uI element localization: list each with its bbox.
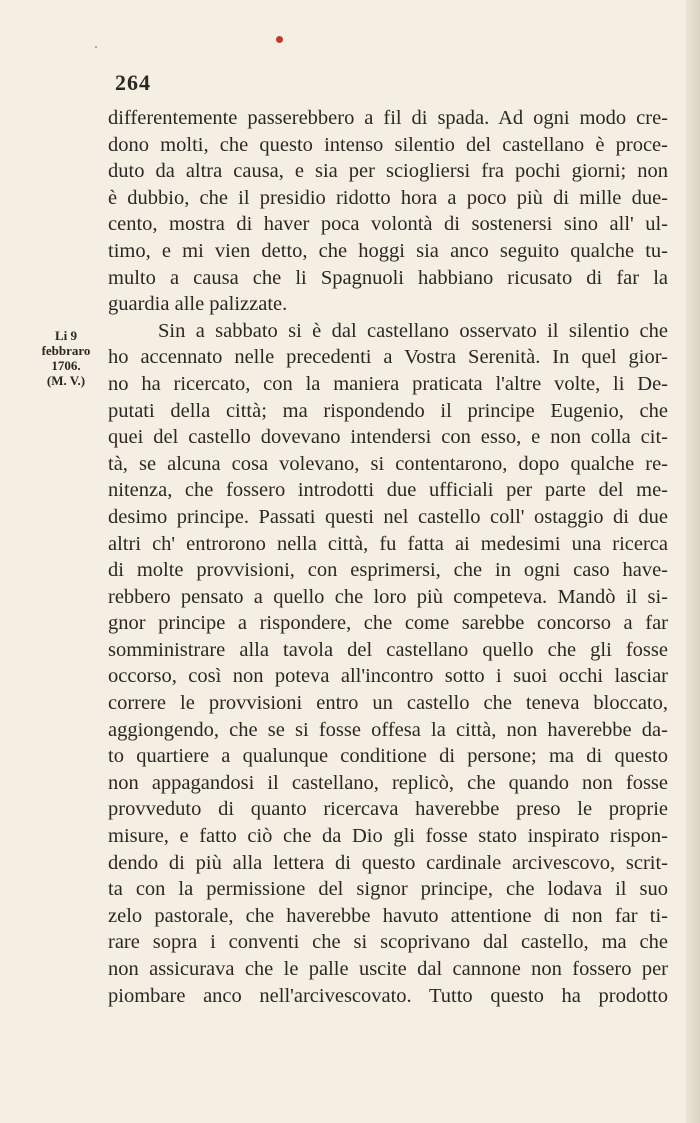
text-line: ta con la permissione del signor principe, che lodava il suo <box>108 878 668 901</box>
text-line: correre le provvisioni entro un castello che teneva bloccato, <box>108 692 668 715</box>
text-line: zelo pastorale, che haverebbe havuto attentione di non far ti- <box>108 904 668 927</box>
text-line: quei del castello dovevano intendersi con esso, e non colla cit- <box>108 426 668 449</box>
text-line: no ha ricercato, con la maniera praticata l'altre volte, li De- <box>108 372 668 395</box>
margin-note-line: Li 9 <box>54 328 78 343</box>
text-line: occorso, così non poteva all'incontro sotto i suoi occhi lasciar <box>108 665 668 688</box>
text-line: gnor principe a rispondere, che come sarebbe concorso a far <box>108 612 668 635</box>
text-line: rebbero pensato a quello che loro più competeva. Mandò il si- <box>108 585 668 608</box>
text-line: duto da altra causa, e sia per sciogliersi fra pochi giorni; non <box>108 160 668 183</box>
text-line: differentemente passerebbero a fil di spada. Ad ogni modo cre- <box>108 107 668 129</box>
text-line: provveduto di quanto ricercava haverebbe preso le proprie <box>108 798 668 821</box>
text-line: somministrare alla tavola del castellano quello che gli fosse <box>108 638 668 661</box>
ink-spot <box>276 36 283 43</box>
page-number: 264 <box>115 70 151 95</box>
text-line: multo a causa che li Spagnuoli habbiano ricusato di far la <box>108 266 668 289</box>
page-edge <box>686 0 700 1123</box>
text-line: di molte provvisioni, con esprimersi, che in ogni caso have- <box>108 559 668 582</box>
text-line: non assicurava che le palle uscite dal cannone non fossero per <box>108 958 668 980</box>
paragraph-start-line: Sin a sabbato si è dal castellano osservato il silentio che <box>158 319 668 342</box>
text-line: to quartiere a qualunque conditione di persone; ma di questo <box>108 745 668 768</box>
text-line: misure, e fatto ciò che da Dio gli fosse stato inspirato rispon- <box>108 825 668 848</box>
text-line: dendo di più alla lettera di questo cardinale arcivescovo, scrit- <box>108 851 668 874</box>
margin-date-note <box>30 328 102 388</box>
text-line: altri ch' entrorono nella città, fu fatta ai medesimi una ricerca <box>108 532 668 555</box>
text-line: non appagandosi il castellano, replicò, che quando non fosse <box>108 771 668 794</box>
margin-note-line: 1706. <box>51 358 81 373</box>
text-line: cento, mostra di haver poca volontà di sostenersi sino all' ul- <box>108 213 668 236</box>
margin-note-line: febbraro <box>41 343 91 358</box>
text-line: desimo principe. Passati questi nel castello coll' ostaggio di due <box>108 505 668 528</box>
text-line: dono molti, che questo intenso silentio del castellano è proce- <box>108 133 668 156</box>
text-line: timo, e mi vien detto, che hoggi sia anco seguito qualche tu- <box>108 239 668 262</box>
text-line: nitenza, che fossero introdotti due ufficiali per parte del me- <box>108 479 668 502</box>
paper-speck <box>95 46 97 48</box>
text-line: putati della città; ma rispondendo il principe Eugenio, che <box>108 399 668 422</box>
text-line: guardia alle palizzate. <box>108 293 288 316</box>
text-line: aggiongendo, che se si fosse offesa la città, non haverebbe da- <box>108 718 668 741</box>
text-line: rare sopra i conventi che si scoprivano dal castello, ma che <box>108 931 668 954</box>
body-text <box>108 105 668 1009</box>
text-line: ho accennato nelle precedenti a Vostra Serenità. In quel gior- <box>108 346 668 369</box>
text-line: tà, se alcuna cosa volevano, si contentarono, dopo qualche re- <box>108 452 668 475</box>
text-line: piombare anco nell'arcivescovato. Tutto questo ha prodotto <box>108 984 668 1007</box>
text-line: è dubbio, che il presidio ridotto hora a poco più di mille due- <box>108 186 668 209</box>
margin-note-line: (M. V.) <box>46 373 86 388</box>
